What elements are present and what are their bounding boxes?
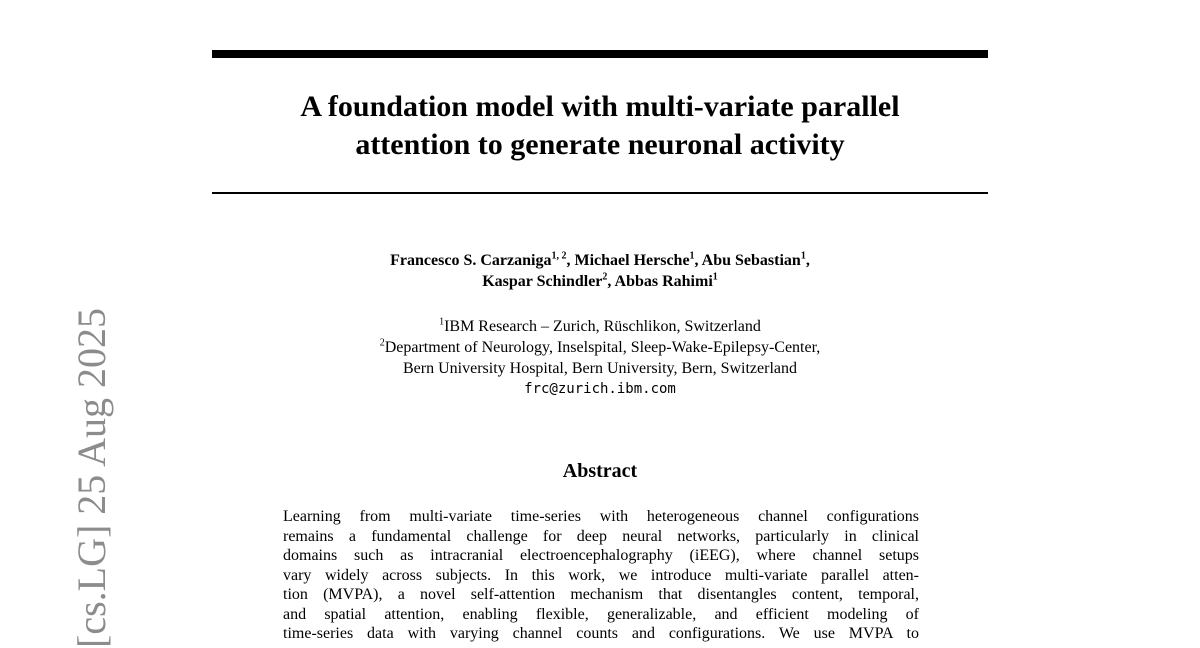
author-name: Kaspar Schindler [482,273,603,290]
abstract-line: and spatial attention, enabling flexible, generalizable, and efficient modeling of [283,605,919,623]
author-list [212,250,988,292]
affiliation-line [212,316,988,337]
affiliations [212,316,988,400]
author-affil-marker: 1 [689,250,695,262]
author-line [212,250,988,271]
paper-title [212,88,988,164]
title-bottom-rule [212,192,988,194]
arxiv-sidebar [24,0,114,648]
title-line: A foundation model with multi-variate parallel [300,90,900,123]
affiliation-line [212,337,988,358]
affiliation-line [212,358,988,379]
author-affil-marker: 2 [602,271,608,283]
author-separator: , [805,252,810,269]
author-name: Francesco S. Carzaniga [390,252,552,269]
affiliation-text: IBM Research – Zurich, Rüschlikon, Switzerland [444,318,761,335]
author-affil-marker: 1, 2 [551,250,567,262]
abstract-line: remains a fundamental challenge for deep neural networks, particularly in clinical [283,527,919,545]
abstract-heading: Abstract [562,460,638,482]
author-name: Michael Hersche [574,252,690,269]
author-affil-marker: 1 [800,250,806,262]
abstract-line: tion (MVPA), a novel self-attention mechanism that disentangles content, temporal, [283,586,919,603]
author-name: Abbas Rahimi [614,273,713,290]
abstract-body [283,507,919,644]
author-affil-marker: 1 [712,271,718,283]
contact-email: frc@zurich.ibm.com [524,381,676,397]
abstract-line: time-series data with varying channel counts and configurations. We use MVPA to [283,625,919,642]
title-top-rule [212,50,988,58]
author-separator: , [607,273,615,290]
title-line: attention to generate neuronal activity [355,128,845,161]
author-separator: , [566,252,575,269]
abstract-line: vary widely across subjects. In this work, we introduce multi-variate parallel atten- [283,566,919,584]
affiliation-marker: 2 [379,337,385,349]
arxiv-stamp: [cs.LG] 25 Aug 2025 [69,308,114,648]
author-name: Abu Sebastian [701,252,801,269]
author-line [212,271,988,292]
affiliation-marker: 1 [439,316,445,328]
author-separator: , [694,252,702,269]
affiliation-text: Department of Neurology, Inselspital, Sleep-Wake-Epilepsy-Center, [384,339,821,356]
abstract-line: domains such as intracranial electroencephalography (iEEG), where channel setups [283,547,919,564]
abstract-line: Learning from multi-variate time-series with heterogeneous channel configurations [283,508,919,525]
affiliation-text: Bern University Hospital, Bern University, Bern, Switzerland [403,360,797,377]
